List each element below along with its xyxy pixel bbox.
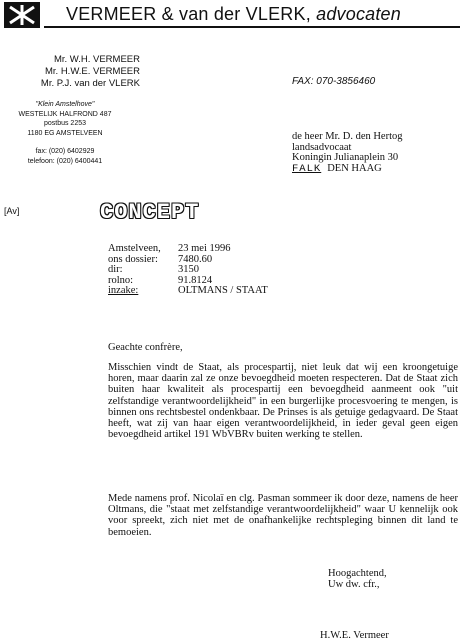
address-line: postbus 2253 (43, 120, 87, 127)
firm-name: VERMEER & van der VLERK, advocaten (66, 4, 401, 24)
meta-key: ons dossier: (108, 253, 158, 265)
salutation: Geachte confrère, (108, 342, 183, 353)
meta-value: 23 mei 1996 (178, 243, 231, 254)
partner-name: Mr. H.W.E. VERMEER (44, 66, 140, 77)
office-name: "Klein Amstelhove" (35, 101, 95, 108)
letter-meta (108, 244, 268, 297)
sender-phone: telefoon: (020) 6400441 (27, 157, 103, 165)
recipient-line: de heer Mr. D. den Hertog (292, 131, 403, 142)
address-line: 1180 EG AMSTELVEEN (27, 129, 103, 137)
closing (328, 568, 387, 590)
signature-name: H.W.E. Vermeer (320, 630, 389, 641)
recipient-fax: FAX: 070-3856460 (292, 76, 376, 87)
meta-value: 91.8124 (178, 274, 213, 286)
meta-key: rolno: (108, 274, 134, 286)
office-address (0, 100, 130, 166)
partner-name: Mr. P.J. van der VLERK (40, 78, 140, 89)
sender-fax: fax: (020) 6402929 (35, 148, 95, 155)
meta-key: Amstelveen, (108, 243, 161, 254)
meta-key: inzake: (108, 285, 139, 296)
closing-line: Uw dw. cfr., (328, 579, 380, 590)
concept-stamp: CONCEPT (100, 200, 200, 225)
address-line: WESTELIJK HALFROND 487 (18, 110, 112, 118)
recipient-falk: FALK (292, 162, 322, 175)
meta-value: 7480.60 (178, 253, 213, 265)
body-paragraph: Mede namens prof. Nicolaï en clg. Pasman sommeer ik door deze, namens de heer Oltmans, die "staat met zelfstandige verantwoordelijkheid" waar U kennelijk ook voor spreekt, zich niet met de onafhankelijke rechtspleging binnen dit land te bemoeien. (108, 493, 458, 538)
closing-greeting: Hoogachtend, (328, 568, 387, 579)
recipient-address (292, 132, 403, 174)
firm-logo (4, 2, 40, 28)
meta-value: OLTMANS / STAAT (178, 285, 268, 296)
recipient-line: Koningin Julianaplein 30 (292, 152, 399, 163)
partner-name: Mr. W.H. VERMEER (53, 54, 140, 65)
reference-mark: [Av] (4, 206, 20, 216)
partner-list (0, 54, 140, 90)
recipient-line: landsadvocaat (292, 141, 352, 153)
body-paragraph: Misschien vindt de Staat, als procespartij, niet leuk dat wij een kroongetuige horen, maar daarin zal ze onze bevoegdheid moeten respecteren. Dat de Staat zich buiten haar kwaliteit als procespartij een bevoegdheid aanmeent ook "uit zelfstandige verantwoordelijkheid" in een burgerlijke procesvoering te mengen, is binnen ons rechtsbestel ondenkbaar. De Prinses is als getuige gedagvaard. De Staat heeft, wat zij van haar eigen verantwoordelijkheid, in ieder geval geen eigen bevoegdheid artikel 191 WbVBRv buiten werking te stellen. (108, 362, 458, 441)
meta-key: dir: (108, 264, 123, 275)
recipient-city: DEN HAAG (327, 162, 382, 174)
meta-value: 3150 (178, 264, 199, 275)
header-rule (44, 26, 460, 28)
